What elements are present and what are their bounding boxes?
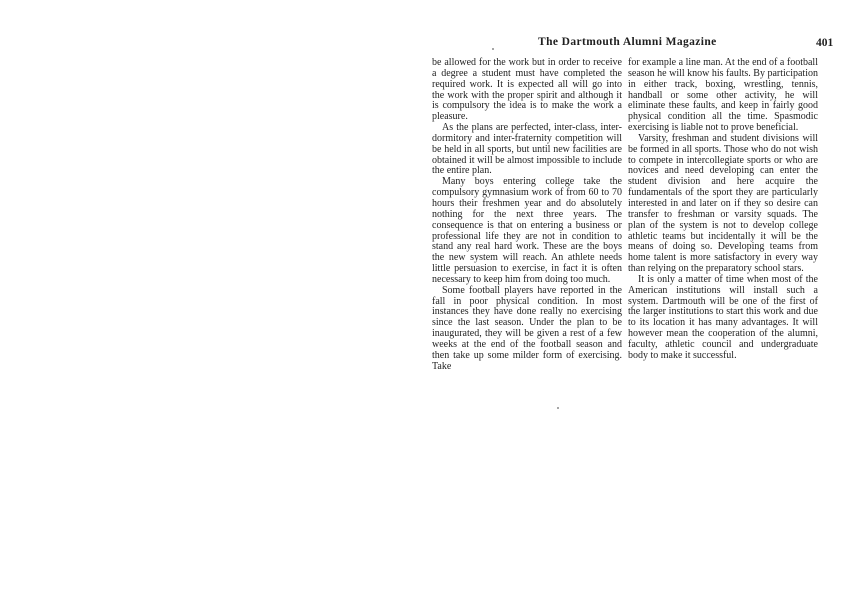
right-column: [628, 58, 818, 362]
paragraph: Many boys entering college take the compulsory gymnasium work of from 60 to 70 hours their freshmen year and do absolutely nothing for the next three years. The consequence is that on entering a business or professional life they are not in condition to stand any real hard work. These are the boys the new system will reach. An athlete needs little persuasion to exercise, in fact it is often necessary to keep him from doing too much.: [432, 176, 622, 285]
paragraph: for example a line man. At the end of a football season he will know his faults. By participation in either track, boxing, wrestling, tennis, handball or some other activity, he will eliminate these faults, and keep in fairly good physical condition all the time. Spasmodic exercising is liable not to prove beneficial.: [628, 57, 818, 134]
paragraph: be allowed for the work but in order to receive a degree a student must have completed the required work. It is expected all will go into the work with the proper spirit and although it is compulsory the idea is to make the work a pleasure.: [432, 57, 622, 123]
paragraph: As the plans are perfected, inter-class, inter-dormitory and inter-fraternity competition will be held in all sports, but until new facilities are obtained it will be almost impossible to include the entire plan.: [432, 122, 622, 177]
print-speck: [492, 48, 494, 50]
paragraph: Some football players have reported in the fall in poor physical condition. In most instances they have done really no exercising since the last season. Under the plan to be inaugurated, they will be given a rest of a few weeks at the end of the football season and then take up some milder form of exercising. Take: [432, 284, 622, 372]
running-header-title: The Dartmouth Alumni Magazine: [538, 36, 717, 48]
print-speck: [557, 407, 559, 409]
page-number: 401: [816, 37, 834, 49]
paragraph: It is only a matter of time when most of the American institutions will install such a system. Dartmouth will be one of the first of the larger institutions to start this work and due to its location it has many advantages. It will however mean the cooperation of the alumni, faculty, athletic council and undergraduate body to make it successful.: [628, 273, 818, 361]
left-column: [432, 58, 622, 372]
paragraph: Varsity, freshman and student divisions will be formed in all sports. Those who do not wish to compete in intercollegiate sports or who are novices and need developing can enter the student division and here acquire the fundamentals of the sport they are particularly interested in and later on if they so desire can transfer to freshman or varsity squads. The plan of the system is not to develop college athletic teams but incidentally it will be the means of doing so. Developing teams from home talent is more satisfactory in every way than relying on the preparatory school stars.: [628, 132, 818, 275]
